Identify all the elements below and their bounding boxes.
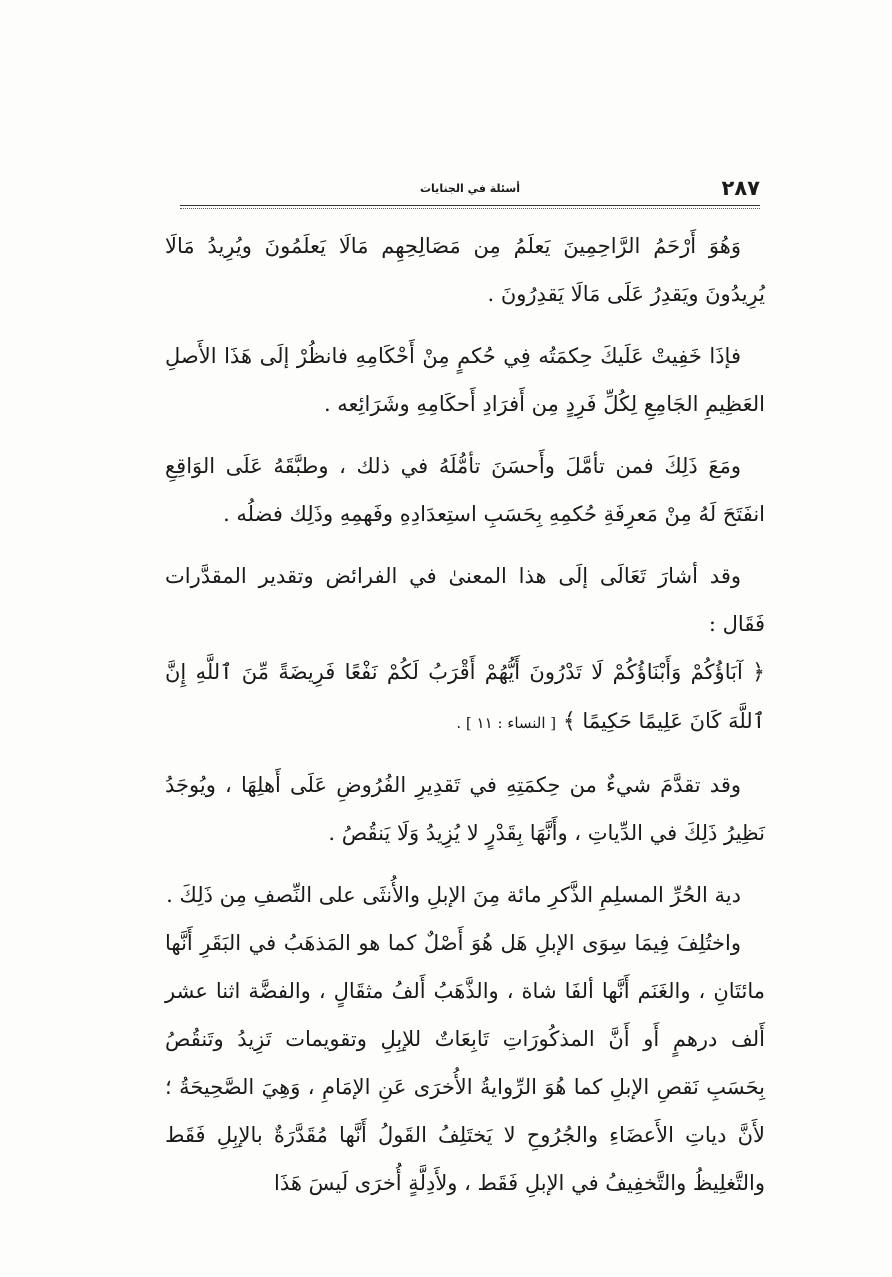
page-header bbox=[180, 176, 760, 204]
paragraph: فإذَا خَفِيتْ عَلَيكَ حِكمَتُه فِي حُكمٍ مِنْ أَحْكَامِهِ فانظُرْ إلَى هَذَا الأَصلِ العَظِيمِ الجَامِعِ لِكُلِّ فَرِدٍ مِن أَفرَادِ أَحكَامِهِ وشَرَائِعه . bbox=[165, 344, 765, 416]
quran-open-bracket: ﴿ bbox=[752, 660, 765, 685]
running-title: أسئلة في الجنايات bbox=[420, 182, 520, 195]
paragraph: ومَعَ ذَلِكَ فمن تأمَّلَ وأَحسَنَ تأمُّلَهُ في ذلك ، وطبَّقَهُ عَلَى الوَاقِعِ انفَتَحَ لَهُ مِنْ مَعرِفَةِ حُكمِهِ بِحَسَبِ استِعدَادِهِ وفَهمِهِ وذَلِك فضلُه . bbox=[165, 454, 765, 526]
paragraph: وقد أشارَ تَعَالَى إلَى هذا المعنىٰ في الفرائض وتقدير المقدَّرات فَقَال : bbox=[165, 564, 765, 636]
quran-close-bracket: ﴾ bbox=[562, 709, 576, 734]
paragraph: وَهُوَ أَرْحَمُ الرَّاحِمِينَ يَعلَمُ مِن مَصَالِحِهِم مَالَا يَعلَمُونَ ويُرِيدُ مَالَا يُرِيدُونَ ويَقدِرُ عَلَى مَالَا يَقدِرُونَ . bbox=[165, 234, 765, 306]
header-rule bbox=[180, 205, 760, 206]
quran-verse bbox=[165, 648, 765, 747]
paragraph: دية الحُرِّ المسلِمِ الذَّكرِ مائة مِنَ الإبلِ والأُنثَى على النِّصفِ مِن ذَلِكَ . bbox=[166, 883, 741, 907]
paragraph: واختُلِفَ فِيمَا سِوَى الإبلِ هَل هُوَ أَصْلٌ كما هو المَذهَبُ في البَقَرِ أَنَّها مائتَانِ ، والغَنَم أَنَّها ألفَا شاة ، والذَّهَبُ أَلفُ مثقَالٍ ، والفضَّة اثنا عشر أَلف درهمٍ أَو أَنَّ المذكُورَاتِ تَابِعَاتٌ للإبِلِ وتقويمات تَزِيدُ وتَنقُصُ بِحَسَبِ نَقصِ الإبلِ كما هُوَ الرِّوايةُ الأُخرَى عَنِ الإمَامِ ، وَهِيَ الصَّحِيحَةُ ؛ لأَنَّ دياتِ الأَعضَاءِ والجُرُوحِ لا يَختَلِفُ القَولُ أَنَّها مُقَدَّرَةٌ بالإبِلِ فَقَط والتَّغلِيظُ والتَّخفِيفُ في الإبلِ فَقَط ، ولأَدِلَّةٍ أُخرَى لَيسَ هَذَا bbox=[165, 931, 765, 1195]
paragraph: وقد تقدَّمَ شيءٌ من حِكمَتِهِ في تَقدِيرِ الفُرُوضِ عَلَى أَهلِهَا ، ويُوجَدُ نَظِيرُ ذَلِكَ في الدِّياتِ ، وأَنَّهَا بِقَدْرٍ لا يُزِيدُ وَلَا يَنقُصُ . bbox=[165, 773, 765, 845]
quran-reference: [ النساء : ١١ ] . bbox=[456, 714, 557, 732]
header-rule-dotted bbox=[180, 208, 760, 209]
quran-verse-text: آبَاؤُكُمْ وَأَبْنَاؤُكُمْ لَا تَدْرُونَ أَيُّهُمْ أَقْرَبُ لَكُمْ نَفْعًا فَرِيضَةً مِّنَ ٱللَّهِ إِنَّ ٱللَّهَ كَانَ عَلِيمًا حَكِيمًا bbox=[165, 660, 765, 733]
body-text bbox=[165, 222, 765, 1207]
page-number: ٢٨٧ bbox=[721, 176, 760, 200]
